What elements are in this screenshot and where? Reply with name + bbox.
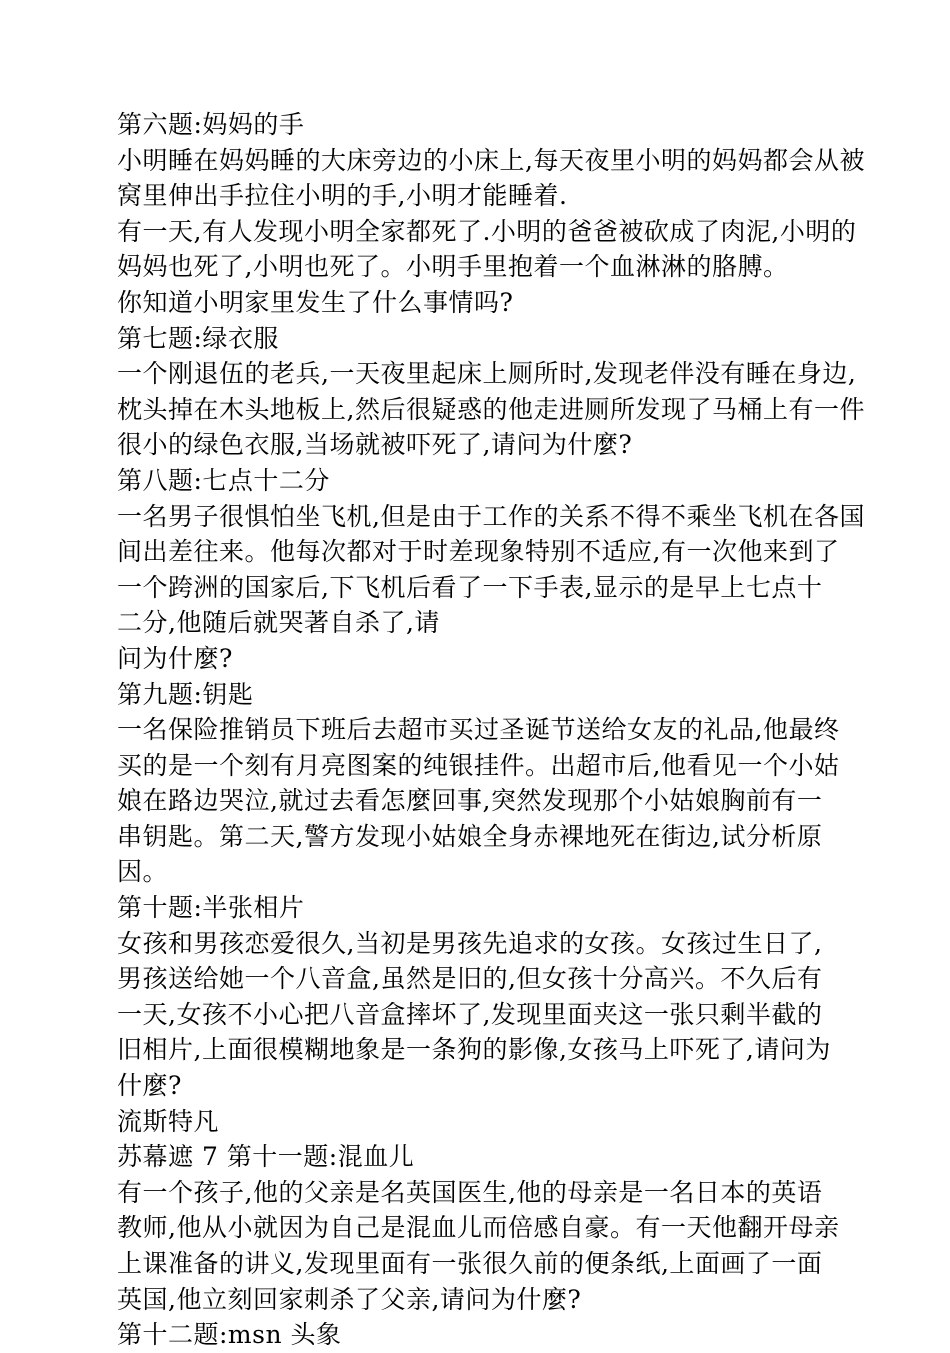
text-line: 你知道小明家里发生了什么事情吗?	[117, 287, 514, 317]
text-line: 有一个孩子,他的父亲是名英国医生,他的母亲是一名日本的英语	[117, 1177, 823, 1207]
document-page	[117, 107, 865, 1353]
text-line: 有一天,有人发现小明全家都死了.小明的爸爸被砍成了肉泥,小明的	[117, 216, 857, 246]
text-line: 教师,他从小就因为自己是混血儿而倍感自豪。有一天他翻开母亲	[117, 1213, 840, 1243]
heading-question-8: 第八题:七点十二分	[117, 465, 330, 495]
text-line: 窝里伸出手拉住小明的手,小明才能睡着.	[117, 181, 568, 211]
heading-question-10: 第十题:半张相片	[117, 893, 305, 923]
text-line: 男孩送给她一个八音盒,虽然是旧的,但女孩十分高兴。不久后有	[117, 964, 823, 994]
text-line: 流斯特凡	[117, 1106, 220, 1136]
heading-question-12: 第十二题:msn 头象	[117, 1320, 342, 1350]
text-line: 因。	[117, 857, 169, 887]
text-line: 一名男子很惧怕坐飞机,但是由于工作的关系不得不乘坐飞机在各国	[117, 501, 865, 531]
text-line: 买的是一个刻有月亮图案的纯银挂件。出超市后,他看见一个小姑	[117, 750, 840, 780]
text-line: 一个刚退伍的老兵,一天夜里起床上厕所时,发现老伴没有睡在身边,	[117, 359, 857, 389]
text-line: 妈妈也死了,小明也死了。小明手里抱着一个血淋淋的胳膊。	[117, 252, 789, 282]
heading-question-9: 第九题:钥匙	[117, 679, 254, 709]
text-line: 问为什麼?	[117, 643, 233, 673]
text-line: 一个跨洲的国家后,下飞机后看了一下手表,显示的是早上七点十	[117, 572, 823, 602]
heading-question-7: 第七题:绿衣服	[117, 323, 279, 353]
text-line: 什麼?	[117, 1071, 182, 1101]
text-line: 一名保险推销员下班后去超市买过圣诞节送给女友的礼品,他最终	[117, 715, 840, 745]
text-line: 小明睡在妈妈睡的大床旁边的小床上,每天夜里小明的妈妈都会从被	[117, 145, 865, 175]
text-line: 枕头掉在木头地板上,然后很疑惑的他走进厕所发现了马桶上有一件	[117, 394, 865, 424]
text-line: 英国,他立刻回家刺杀了父亲,请问为什麼?	[117, 1284, 582, 1314]
heading-question-11: 苏幕遮 7 第十一题:混血儿	[117, 1142, 415, 1172]
text-line: 旧相片,上面很模糊地象是一条狗的影像,女孩马上吓死了,请问为	[117, 1035, 831, 1065]
text-line: 上课准备的讲义,发现里面有一张很久前的便条纸,上面画了一面	[117, 1249, 823, 1278]
text-line: 间出差往来。他每次都对于时差现象特别不适应,有一次他来到了	[117, 537, 840, 567]
text-line: 串钥匙。第二天,警方发现小姑娘全身赤裸地死在街边,试分析原	[117, 821, 823, 851]
document-body	[117, 107, 865, 1353]
text-line: 一天,女孩不小心把八音盒摔坏了,发现里面夹这一张只剩半截的	[117, 999, 823, 1029]
text-line: 二分,他随后就哭著自杀了,请	[117, 608, 440, 638]
heading-question-6: 第六题:妈妈的手	[117, 110, 305, 139]
text-line: 很小的绿色衣服,当场就被吓死了,请问为什麼?	[117, 430, 633, 460]
text-line: 女孩和男孩恋爱很久,当初是男孩先追求的女孩。女孩过生日了,	[117, 928, 823, 958]
text-line: 娘在路边哭泣,就过去看怎麼回事,突然发现那个小姑娘胸前有一	[117, 786, 823, 816]
